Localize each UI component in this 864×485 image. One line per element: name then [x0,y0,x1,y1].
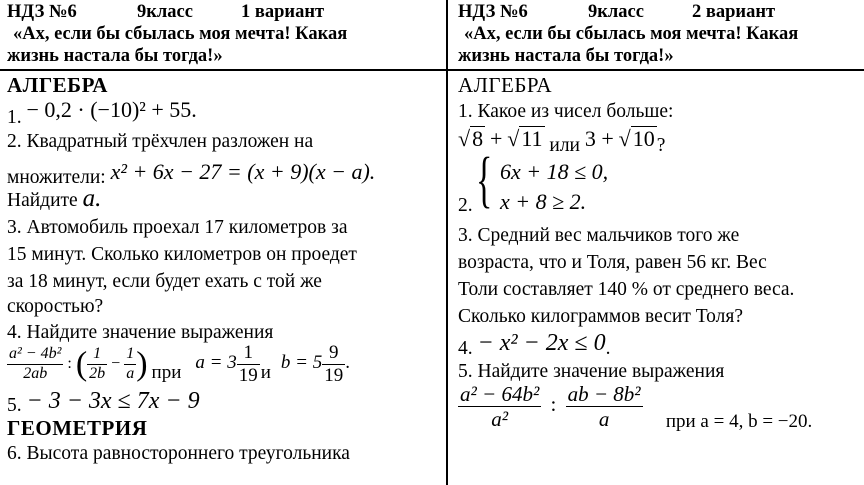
word-and: и [260,362,271,384]
question-1-expression: − 0,2 · (−10)² + 55. [26,97,197,122]
radicand: 8 [472,126,484,151]
question-3-line-3: Толи составляет 140 % от среднего веса. [458,279,795,300]
question-mark: ? [656,135,666,156]
grade-label: 9класс [588,2,644,22]
variant-1-header [7,1,347,67]
three-plus: 3 + [584,126,614,151]
variant-2-body [458,73,860,431]
variant-2-header [458,1,798,67]
close-paren: ) [136,345,148,383]
geometry-title: ГЕОМЕТРИЯ [7,415,148,440]
question-4 [458,331,860,357]
fraction-a2-4b2-over-2ab [7,345,63,383]
a-mixed-fraction [237,342,260,387]
b-value: b = 5 [280,352,323,374]
fraction-numerator: 1 [87,345,107,364]
question-3-line-1: 3. Автомобиль проехал 17 километров за [7,217,348,238]
sqrt-8: √8 [458,126,484,151]
fraction-a2-64b2-over-a2 [458,382,541,431]
motto-line-2: жизнь настала бы тогда!» [458,46,674,66]
radicand: 11 [521,126,543,151]
question-5-inequality: − 3 − 3x ≤ 7x − 9 [26,387,200,414]
question-2-prefix: множители: [7,167,106,188]
minus-sign: − [111,355,121,373]
variant-2-column [450,0,864,485]
question-1-number: 1. [7,107,22,128]
radicand: 10 [632,126,655,151]
question-4-expression [7,342,442,387]
sqrt-11: √11 [507,126,543,151]
fraction-1-over-2b [87,345,107,383]
question-2-line-3 [7,186,442,213]
question-2 [458,146,860,217]
colon-sign: : [67,355,72,373]
motto-line-2: жизнь настала бы тогда!» [7,46,223,66]
question-2-equation: x² + 6x − 27 = (x + 9)(x − a). [110,159,376,184]
motto-line-1: «Ах, если бы сбылась моя мечта! Какая [464,24,799,44]
question-4-inequality: − x² − 2x ≤ 0 [477,330,606,356]
question-4-line-1: 4. Найдите значение выражения [7,322,274,343]
fraction-denominator: a² [491,407,509,432]
inequality-1: 6x + 18 ≤ 0, [500,159,609,184]
algebra-title: АЛГЕБРА [7,73,108,97]
inequality-2: x + 8 ≥ 2. [500,189,587,214]
b-mixed-fraction [322,342,345,387]
question-4-dot: . [605,338,611,359]
fraction-denominator: a [598,407,610,432]
system-brace: { [476,146,493,214]
ndz-label: НДЗ №6 [7,2,77,22]
question-5-number: 5. [7,394,22,416]
word-at: при [151,362,182,384]
fraction-numerator: a² − 4b² [7,345,63,364]
question-2-line-2 [7,159,442,186]
question-5 [7,389,442,415]
question-5-line-1: 5. Найдите значение выражения [458,361,725,382]
variant-label: 1 вариант [241,2,325,22]
period: . [345,352,350,374]
question-3-line-4: скоростью? [7,296,104,317]
variant-label: 2 вариант [692,2,776,22]
question-2-find: Найдите [7,190,78,211]
question-2-number: 2. [458,195,473,216]
question-1-line-1: 1. Какое из чисел больше: [458,101,674,122]
plus-sign: + [489,126,503,151]
fraction-1-over-a [124,345,136,383]
ndz-label: НДЗ №6 [458,2,528,22]
fraction-denominator: 19 [324,364,344,386]
fraction-numerator: 1 [124,345,136,364]
open-paren: ( [75,345,88,383]
fraction-denominator: 19 [238,364,258,386]
fraction-denominator: 2ab [23,364,48,382]
question-3-line-4: Сколько килограммов весит Толя? [458,306,744,327]
question-1 [7,97,442,128]
colon-sign: : [550,392,557,417]
question-4-number: 4. [458,338,473,359]
grade-label: 9класс [137,2,193,22]
a-value: a = 3 [195,352,237,374]
question-3-line-2: возраста, что и Толя, равен 56 кг. Вес [458,252,767,273]
question-1-expression [458,126,860,156]
question-6-partial: 6. Высота равностороннего треугольника [7,442,350,464]
fraction-denominator: 2b [89,364,106,382]
word-or: или [549,135,580,156]
sqrt-10: √10 [618,126,655,151]
algebra-title: АЛГЕБРА [458,73,553,97]
fraction-numerator: 1 [237,342,260,365]
fraction-denominator: a [126,364,135,382]
question-2-line-1: 2. Квадратный трёхчлен разложен на [7,131,314,152]
question-5-expression [458,382,860,431]
fraction-numerator: 9 [322,342,345,365]
fraction-ab-8b2-over-a [566,382,643,431]
question-2-variable: a. [82,185,102,212]
fraction-numerator: ab − 8b² [567,382,641,406]
motto-line-1: «Ах, если бы сбылась моя мечта! Какая [13,24,348,44]
column-divider [446,0,448,485]
question-3-line-1: 3. Средний вес мальчиков того же [458,225,740,246]
question-3-line-3: за 18 минут, если будет ехать с той же [7,271,322,292]
variant-1-body [7,73,442,466]
question-3-line-2: 15 минут. Сколько километров он проедет [7,244,357,265]
fraction-numerator: a² − 64b² [460,382,540,406]
question-5-condition: при a = 4, b = −20. [665,411,813,433]
